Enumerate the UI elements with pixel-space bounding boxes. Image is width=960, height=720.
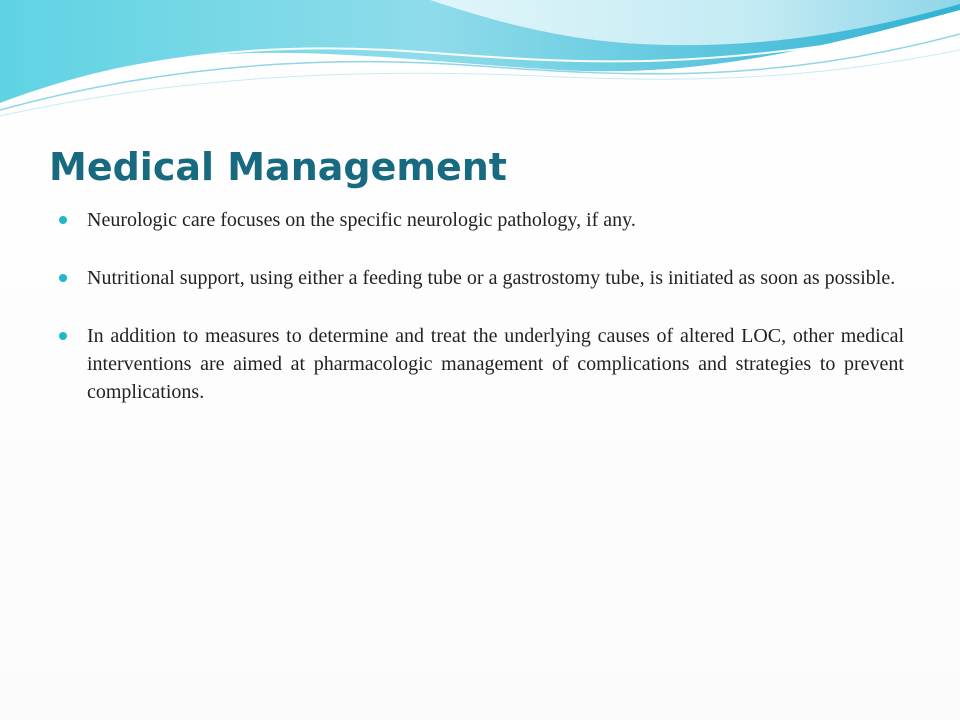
header-wave-decoration bbox=[0, 0, 960, 120]
bullet-list bbox=[56, 206, 904, 406]
bullet-text: Neurologic care focuses on the specific neurologic pathology, if any. bbox=[87, 209, 636, 231]
bullet-dot-icon bbox=[59, 274, 67, 282]
bullet-item-nutritional-support bbox=[56, 264, 904, 292]
bullet-item-medical-interventions bbox=[56, 322, 904, 406]
bullet-text: Nutritional support, using either a feeding tube or a gastrostomy tube, is initiated as soon as possible. bbox=[87, 267, 896, 289]
slide-title: Medical Management bbox=[49, 145, 507, 189]
bullet-dot-icon bbox=[59, 332, 67, 340]
bullet-dot-icon bbox=[59, 216, 67, 224]
bullet-text: In addition to measures to determine and treat the underlying causes of altered LOC, other medical interventions are aimed at pharmacologic management of complications and strategies to prevent complications. bbox=[87, 325, 904, 403]
bullet-item-neurologic-care bbox=[56, 206, 904, 234]
